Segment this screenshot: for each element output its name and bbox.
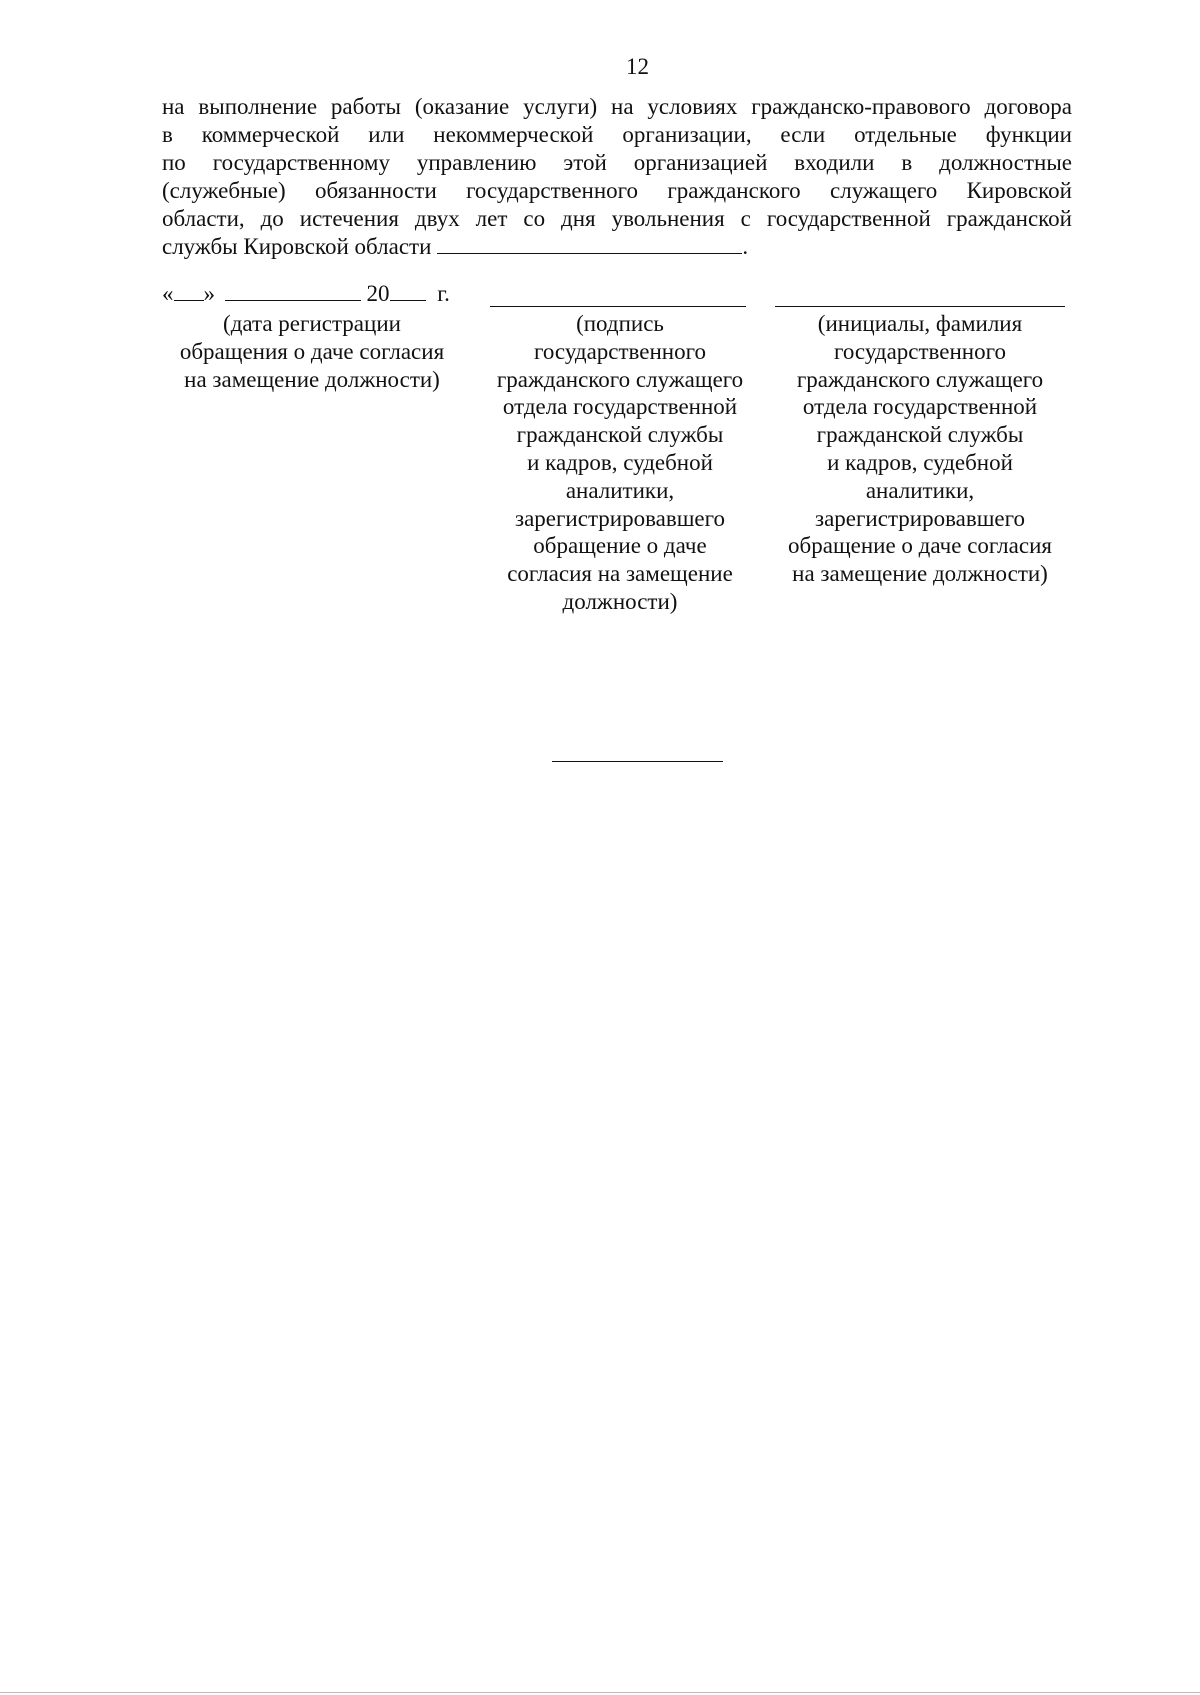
caption-line: гражданского служащего bbox=[796, 366, 1044, 392]
paragraph-period: . bbox=[742, 234, 749, 259]
caption-line: обращение о даче bbox=[533, 533, 707, 559]
caption-line: аналитики, bbox=[565, 477, 675, 503]
paragraph-line: (служебные) обязанности государственного гражданского служащего Кировской bbox=[162, 178, 1072, 203]
caption-line: должности) bbox=[562, 588, 678, 614]
scan-page-edge bbox=[0, 1692, 1200, 1693]
caption-line: обращения о даче согласия bbox=[179, 338, 445, 364]
paragraph-line: по государственному управлению этой организацией входили в должностные bbox=[162, 150, 1072, 175]
caption-line: (дата регистрации bbox=[223, 311, 401, 336]
caption-line: отдела государственной bbox=[802, 394, 1038, 420]
date-open-quote: « bbox=[162, 281, 174, 306]
caption-line: (инициалы, фамилия bbox=[817, 311, 1023, 336]
signature-blank-line bbox=[490, 306, 746, 307]
paragraph-last-line bbox=[162, 233, 1072, 261]
paragraph-line: области, до истечения двух лет со дня увольнения с государственной гражданской bbox=[162, 206, 1072, 231]
paragraph-line: в коммерческой или некоммерческой организации, если отдельные функции bbox=[162, 122, 1072, 147]
caption-line: (подпись bbox=[576, 311, 664, 336]
end-of-document-rule bbox=[552, 761, 723, 762]
body-paragraph bbox=[162, 93, 1072, 261]
year-suffix: г. bbox=[437, 281, 450, 306]
caption-line: государственного bbox=[834, 338, 1006, 364]
caption-line: на замещение должности) bbox=[184, 366, 440, 392]
date-close-quote: » bbox=[203, 281, 215, 306]
employer-name-blank bbox=[437, 233, 742, 254]
caption-line: отдела государственной bbox=[502, 394, 738, 420]
caption-line: гражданского служащего bbox=[496, 366, 744, 392]
year-prefix: 20 bbox=[366, 281, 390, 306]
date-line bbox=[162, 280, 450, 308]
month-blank bbox=[225, 280, 361, 301]
caption-line: гражданской службы bbox=[816, 422, 1024, 448]
date-caption bbox=[162, 310, 462, 393]
signature-caption bbox=[470, 310, 770, 616]
year-blank bbox=[390, 280, 426, 301]
caption-line: зарегистрировавшего bbox=[815, 505, 1025, 531]
day-blank bbox=[174, 280, 204, 301]
caption-line: государственного bbox=[534, 338, 706, 364]
caption-line: согласия на замещение bbox=[507, 561, 733, 587]
paragraph-line: на выполнение работы (оказание услуги) на условиях гражданско-правового договора bbox=[162, 94, 1072, 119]
paragraph-last-line-text: службы Кировской области bbox=[162, 234, 432, 259]
caption-line: аналитики, bbox=[865, 477, 975, 503]
caption-line: и кадров, судебной bbox=[527, 449, 713, 475]
caption-line: и кадров, судебной bbox=[827, 449, 1013, 475]
caption-line: гражданской службы bbox=[516, 422, 724, 448]
caption-line: обращение о даче согласия bbox=[788, 533, 1052, 559]
name-caption bbox=[770, 310, 1070, 588]
name-blank-line bbox=[775, 306, 1065, 307]
page-number: 12 bbox=[626, 54, 649, 79]
caption-line: на замещение должности) bbox=[792, 561, 1048, 587]
caption-line: зарегистрировавшего bbox=[515, 505, 725, 531]
